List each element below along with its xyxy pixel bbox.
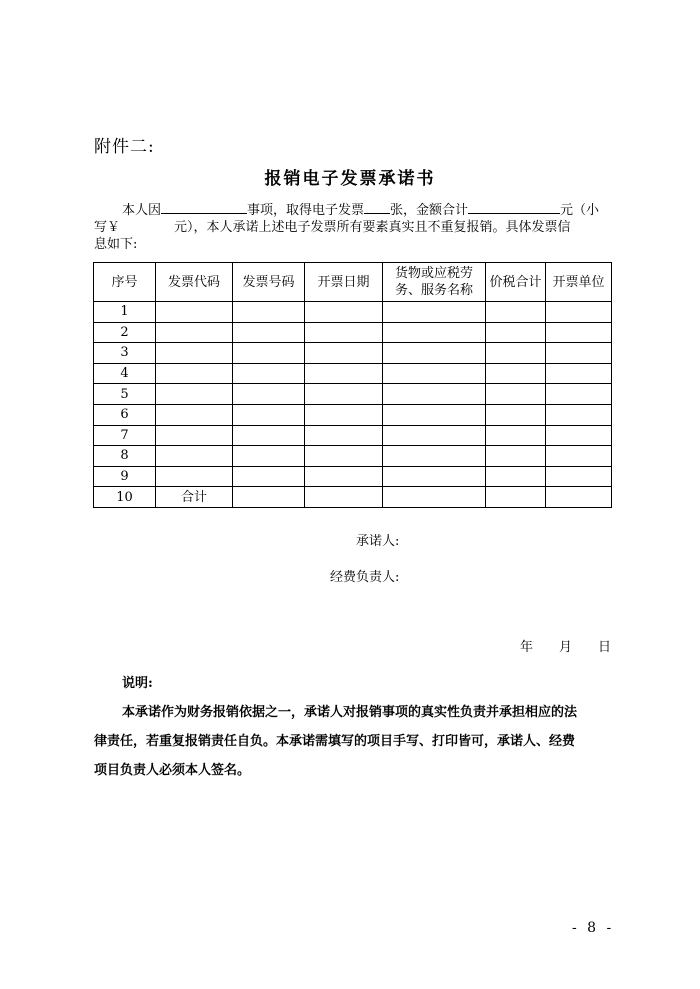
table-cell[interactable] xyxy=(383,363,486,384)
row-index: 3 xyxy=(94,343,156,364)
table-cell[interactable] xyxy=(156,466,233,487)
table-cell[interactable] xyxy=(305,425,383,446)
attachment-label: 附件二: xyxy=(94,137,155,157)
table-cell[interactable] xyxy=(486,446,546,467)
header-invoice-code: 发票代码 xyxy=(156,263,233,302)
table-cell[interactable] xyxy=(546,322,612,343)
invoice-count-blank[interactable] xyxy=(364,200,390,214)
row-index: 8 xyxy=(94,446,156,467)
table-cell[interactable] xyxy=(305,404,383,425)
table-row xyxy=(94,322,612,343)
table-cell[interactable] xyxy=(383,343,486,364)
table-cell[interactable] xyxy=(305,363,383,384)
table-cell[interactable] xyxy=(233,302,305,323)
table-cell[interactable] xyxy=(305,384,383,405)
notes-heading: 说明: xyxy=(122,676,153,691)
table-row xyxy=(94,446,612,467)
table-cell[interactable] xyxy=(546,487,612,508)
table-cell[interactable] xyxy=(156,425,233,446)
row-index: 6 xyxy=(94,404,156,425)
table-cell[interactable] xyxy=(546,384,612,405)
date-year: 年 xyxy=(520,640,534,655)
table-cell[interactable] xyxy=(486,302,546,323)
table-cell[interactable] xyxy=(305,343,383,364)
table-cell[interactable] xyxy=(305,487,383,508)
date-row xyxy=(520,636,611,655)
table-cell[interactable] xyxy=(546,343,612,364)
table-cell[interactable] xyxy=(156,404,233,425)
table-cell[interactable] xyxy=(383,446,486,467)
table-cell[interactable] xyxy=(486,363,546,384)
table-cell[interactable] xyxy=(546,404,612,425)
table-cell[interactable] xyxy=(383,322,486,343)
table-cell[interactable] xyxy=(233,384,305,405)
table-cell[interactable] xyxy=(383,302,486,323)
table-cell[interactable] xyxy=(383,404,486,425)
table-cell[interactable] xyxy=(486,466,546,487)
page-number: - 8 - xyxy=(572,920,615,936)
table-cell[interactable] xyxy=(233,404,305,425)
table-row xyxy=(94,404,612,425)
table-cell[interactable] xyxy=(233,322,305,343)
matter-blank[interactable] xyxy=(161,200,247,214)
table-cell[interactable] xyxy=(233,466,305,487)
intro-line-2 xyxy=(94,218,571,237)
header-index: 序号 xyxy=(94,263,156,302)
intro-line-3: 息如下: xyxy=(94,237,138,252)
table-row xyxy=(94,384,612,405)
intro-text: 写￥ xyxy=(94,220,121,235)
table-cell[interactable] xyxy=(233,487,305,508)
table-cell[interactable] xyxy=(233,446,305,467)
row-index: 10 xyxy=(94,487,156,508)
table-cell[interactable] xyxy=(383,384,486,405)
table-cell[interactable] xyxy=(156,343,233,364)
intro-text: 事项，取得电子发票 xyxy=(247,203,365,218)
manager-signature-label: 经费负责人: xyxy=(330,570,400,585)
table-cell[interactable] xyxy=(546,302,612,323)
table-cell[interactable] xyxy=(546,466,612,487)
total-amount-blank[interactable] xyxy=(468,200,560,214)
document-title: 报销电子发票承诺书 xyxy=(264,169,436,189)
row-index: 1 xyxy=(94,302,156,323)
row-index: 5 xyxy=(94,384,156,405)
total-label: 合计 xyxy=(156,487,233,508)
table-body xyxy=(94,302,612,508)
table-cell[interactable] xyxy=(383,487,486,508)
intro-line-1 xyxy=(122,200,599,220)
table-cell[interactable] xyxy=(156,384,233,405)
table-cell[interactable] xyxy=(156,446,233,467)
header-issuer: 开票单位 xyxy=(546,263,612,302)
table-cell[interactable] xyxy=(546,425,612,446)
row-index: 2 xyxy=(94,322,156,343)
table-cell[interactable] xyxy=(305,302,383,323)
intro-text: 本人因 xyxy=(122,203,162,218)
date-month: 月 xyxy=(559,640,573,655)
table-row xyxy=(94,487,612,508)
header-invoice-number: 发票号码 xyxy=(233,263,305,302)
table-row xyxy=(94,343,612,364)
intro-text: 张，金额合计 xyxy=(390,203,469,218)
table-row xyxy=(94,466,612,487)
table-cell[interactable] xyxy=(156,322,233,343)
table-row xyxy=(94,302,612,323)
table-cell[interactable] xyxy=(546,363,612,384)
table-cell[interactable] xyxy=(233,363,305,384)
table-cell[interactable] xyxy=(546,446,612,467)
intro-text: 元（小 xyxy=(560,203,600,218)
table-cell[interactable] xyxy=(486,487,546,508)
table-cell[interactable] xyxy=(305,322,383,343)
promisor-signature-label: 承诺人: xyxy=(356,534,400,549)
notes-line-2: 律责任，若重复报销责任自负。本承诺需填写的项目手写、打印皆可，承诺人、经费 xyxy=(94,734,576,749)
table-cell[interactable] xyxy=(486,322,546,343)
intro-text: 元），本人承诺上述电子发票所有要素真实且不重复报销。具体发票信 xyxy=(174,220,571,235)
header-total-with-tax: 价税合计 xyxy=(486,263,546,302)
table-cell[interactable] xyxy=(486,425,546,446)
table-cell[interactable] xyxy=(383,425,486,446)
date-day: 日 xyxy=(598,640,612,655)
notes-line-1: 本承诺作为财务报销依据之一，承诺人对报销事项的真实性负责并承担相应的法 xyxy=(122,705,578,720)
row-index: 9 xyxy=(94,466,156,487)
table-cell[interactable] xyxy=(383,466,486,487)
header-issue-date: 开票日期 xyxy=(305,263,383,302)
table-row xyxy=(94,425,612,446)
notes-line-3: 项目负责人必须本人签名。 xyxy=(94,763,251,778)
table-row xyxy=(94,363,612,384)
amount-figures-blank[interactable] xyxy=(120,218,174,231)
table-cell[interactable] xyxy=(156,363,233,384)
invoice-table xyxy=(93,262,612,508)
header-goods-services: 货物或应税劳务、服务名称 xyxy=(383,263,486,302)
table-cell[interactable] xyxy=(156,302,233,323)
table-cell[interactable] xyxy=(486,384,546,405)
row-index: 4 xyxy=(94,363,156,384)
table-cell[interactable] xyxy=(233,425,305,446)
table-cell[interactable] xyxy=(233,343,305,364)
table-cell[interactable] xyxy=(486,343,546,364)
table-cell[interactable] xyxy=(305,466,383,487)
notes-body xyxy=(94,698,614,785)
table-header-row xyxy=(94,263,612,302)
row-index: 7 xyxy=(94,425,156,446)
table-cell[interactable] xyxy=(486,404,546,425)
table-cell[interactable] xyxy=(305,446,383,467)
